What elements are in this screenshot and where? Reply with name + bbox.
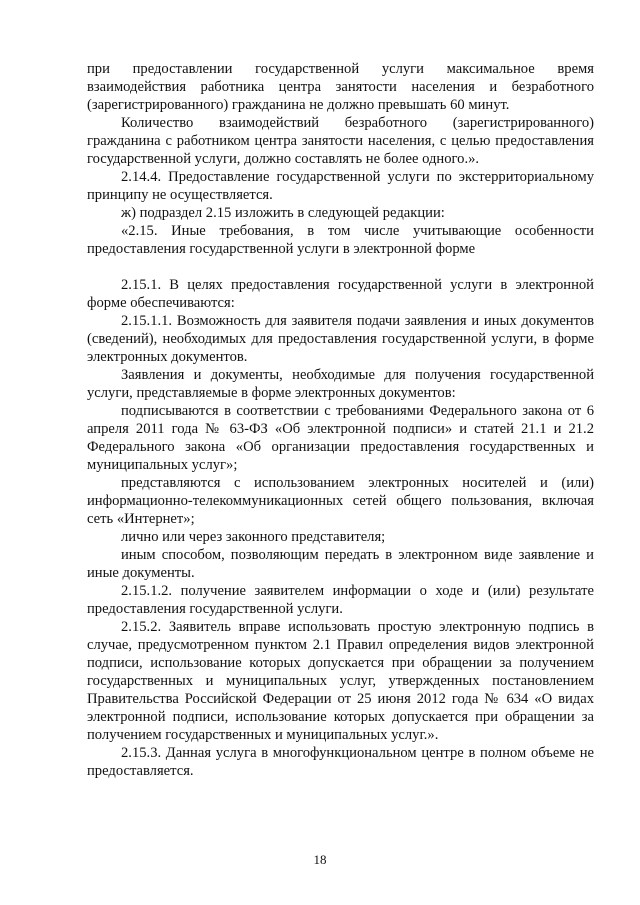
paragraph-applications: Заявления и документы, необходимые для получения государственной услуги, представляемые в форме электронных документов: xyxy=(87,367,594,401)
paragraph-2-15-1-1: 2.15.1.1. Возможность для заявителя подачи заявления и иных документов (сведений), необходимых для предоставления государственной услуги, в форме электронных документов. xyxy=(87,313,594,365)
paragraph-signed: подписываются в соответствии с требованиями Федерального закона от 6 апреля 2011 года № 63-ФЗ «Об электронной подписи» и статей 21.1 и 21.2 Федерального закона «Об организации предоставления государственных и муниципальных услуг»; xyxy=(87,403,594,473)
page-number: 18 xyxy=(313,852,327,867)
paragraph-personally: лично или через законного представителя; xyxy=(121,529,386,545)
paragraph-submitted: представляются с использованием электронных носителей и (или) информационно-телекоммуникационных сетей общего пользования, включая сеть «Интернет»; xyxy=(87,475,594,527)
paragraph-2-15-1: 2.15.1. В целях предоставления государственной услуги в электронной форме обеспечиваются: xyxy=(87,277,594,311)
paragraph-2-15-3: 2.15.3. Данная услуга в многофункциональном центре в полном объеме не предоставляется. xyxy=(87,745,594,779)
paragraph-3: 2.14.4. Предоставление государственной услуги по экстерриториальному принципу не осуществляется. xyxy=(87,169,594,203)
paragraph-1: при предоставлении государственной услуги максимальное время взаимодействия работника центра занятости населения и безработного (зарегистрированного) гражданина не должно превышать 60 минут. xyxy=(87,61,594,113)
paragraph-2-15-1-2: 2.15.1.2. получение заявителем информации о ходе и (или) результате предоставления государственной услуги. xyxy=(87,583,594,617)
paragraph-4: ж) подраздел 2.15 изложить в следующей редакции: xyxy=(121,205,445,221)
blank-line xyxy=(87,258,594,276)
paragraph-2: Количество взаимодействий безработного (зарегистрированного) гражданина с работником центра занятости населения, с целью предоставления государственной услуги, должно составлять не более одного.». xyxy=(87,115,594,167)
paragraph-other-way: иным способом, позволяющим передать в электронном виде заявление и иные документы. xyxy=(87,547,594,581)
section-heading-2-15: «2.15. Иные требования, в том числе учитывающие особенности предоставления государственной услуги в электронной форме xyxy=(87,223,594,257)
paragraph-2-15-2: 2.15.2. Заявитель вправе использовать простую электронную подпись в случае, предусмотренном пунктом 2.1 Правил определения видов электронной подписи, использование которых допускается при обращении за получением государственных и муниципальных услуг, утвержденных постановлением Правительства Российской Федерации от 25 июня 2012 года № 634 «О видах электронной подписи, использование которых допускается при обращении за получением государственных и муниципальных услуг.». xyxy=(87,619,594,743)
